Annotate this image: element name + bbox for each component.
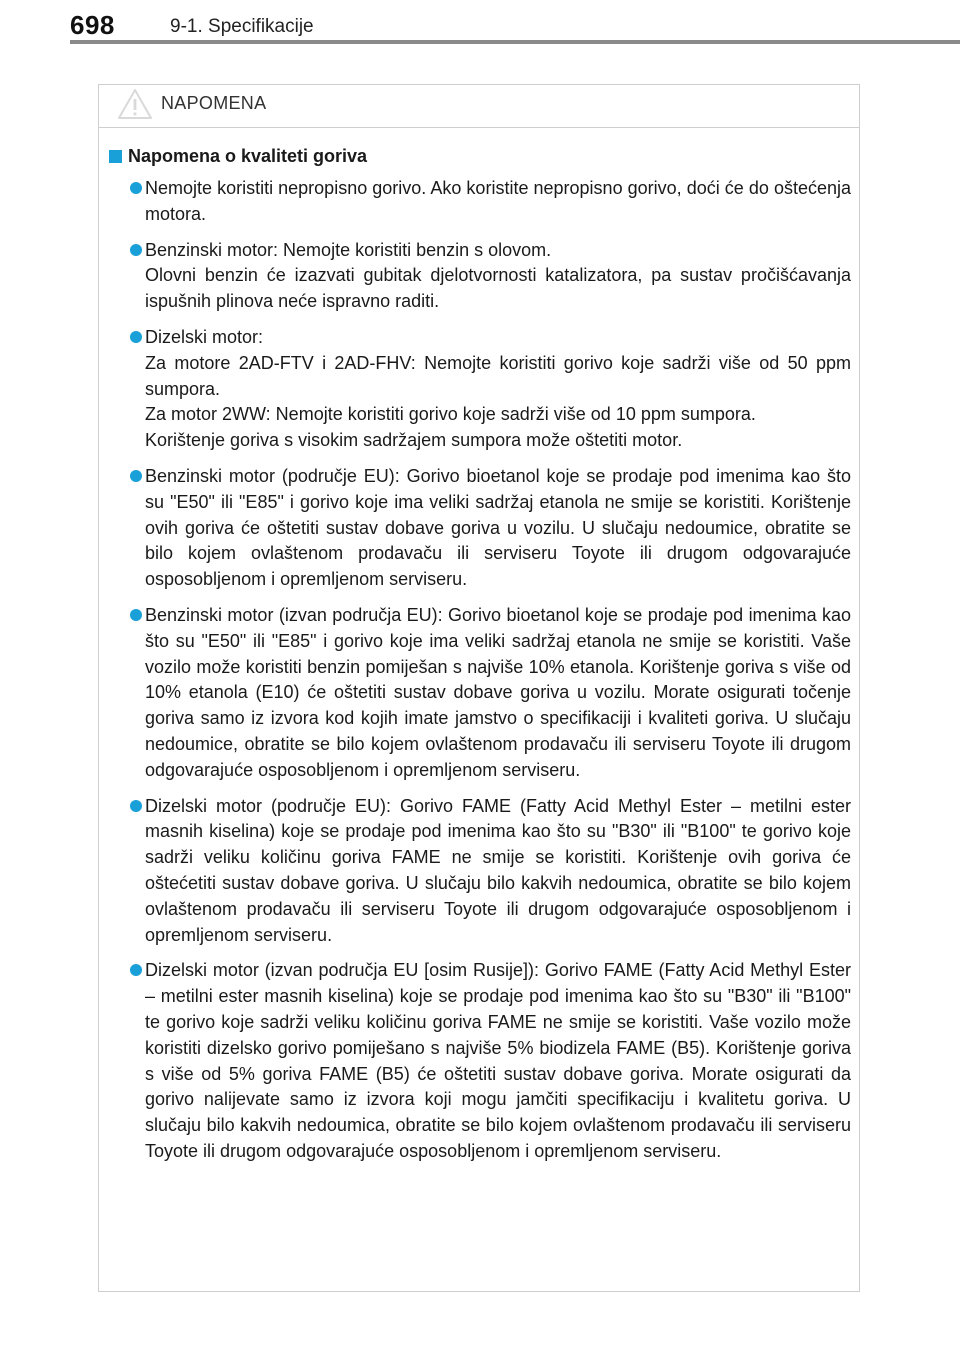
warning-triangle-icon bbox=[117, 88, 153, 120]
circle-bullet-icon bbox=[130, 609, 142, 621]
list-item bbox=[107, 238, 851, 315]
list-item bbox=[107, 958, 851, 1164]
item-paragraph: Benzinski motor (izvan područja EU): Gorivo bioetanol koje se prodaje pod imenima kao što su "E50" ili "E85" i gorivo koje ima veliki sadržaj etanola ne smije se koristiti. Vaše vozilo može koristiti benzin pomiješan s najviše 10% etanola. Korištenje goriva s više od 10% etanola (E10) će oštetiti sustav dobave goriva u vozilu. Morate osigurati točenje goriva samo iz izvora kod kojih imate jamstvo o specifikaciji i kvaliteti goriva. U slučaju nedoumice, obratite se bilo kojem ovlaštenom prodavaču ili serviseru Toyote ili drugom odgovarajuće osposobljenom i opremljenom serviseru. bbox=[145, 604, 851, 780]
circle-bullet-icon bbox=[130, 182, 142, 194]
item-paragraph: Nemojte koristiti nepropisno gorivo. Ako koristite nepropisno gorivo, doći će do oštećenja motora. bbox=[145, 178, 851, 224]
page-header bbox=[0, 0, 960, 44]
list-item bbox=[107, 464, 851, 593]
item-paragraph: Dizelski motor (područje EU): Gorivo FAME (Fatty Acid Methyl Ester – metilni ester masnih kiselina) koje se prodaje pod imenima kao što su "B30" ili "B100" te gorivo koje sadrži veliku količinu goriva FAME ne smije se koristiti. Korištenje ovih goriva će oštećetiti sustav dobave goriva. U slučaju bilo kakvih nedoumica, obratite se bilo kojem ovlaštenom prodavaču ili serviseru Toyote ili drugom odgovarajuće osposobljenom i opremljenom serviseru. bbox=[145, 795, 851, 945]
square-bullet-icon bbox=[109, 150, 122, 163]
item-paragraph: Dizelski motor (izvan područja EU [osim Rusije]): Gorivo FAME (Fatty Acid Methyl Ester – metilni ester masnih kiselina) koje se prodaje pod imenima kao što su "B30" ili "B100" te gorivo koje sadrži veliku količinu goriva FAME ne smije se koristiti. Vaše vozilo može koristiti dizelsko gorivo pomiješano s najviše 5% biodizela FAME (B5). Korištenje goriva s više od 5% goriva FAME (B5) će oštetiti sustav dobave goriva. Morate osigurati da gorivo nalijevate samo iz izvora koji mogu jamčiti specifikaciju i kvalitetu goriva. U slučaju bilo kakvih nedoumica, obratite se bilo kojem ovlaštenom prodavaču ili serviseru Toyote ili drugom odgovarajuće osposobljenom i opremljenom serviseru. bbox=[145, 960, 851, 1161]
subheading-text: Napomena o kvaliteti goriva bbox=[128, 146, 368, 166]
item-paragraph: Benzinski motor: Nemojte koristiti benzin s olovom. bbox=[145, 239, 552, 260]
item-paragraph: Olovni benzin će izazvati gubitak djelotvornosti katalizatora, pa sustav pročišćavanja ispušnih plinova neće ispravno raditi. bbox=[145, 265, 851, 312]
note-item-list bbox=[107, 176, 851, 1165]
item-paragraph: Korištenje goriva s visokim sadržajem sumpora može oštetiti motor. bbox=[145, 430, 683, 451]
note-subheading bbox=[107, 146, 851, 167]
circle-bullet-icon bbox=[130, 244, 142, 256]
list-item bbox=[107, 176, 851, 228]
header-rule bbox=[70, 40, 960, 44]
note-box bbox=[98, 84, 860, 1292]
note-header bbox=[99, 85, 859, 128]
item-paragraph: Benzinski motor (područje EU): Gorivo bioetanol koje se prodaje pod imenima kao što su "E50" ili "E85" i gorivo koje ima veliki sadržaj etanola ne smije se koristiti. Korištenje ovih goriva će oštetiti sustav dobave goriva u vozilu. U slučaju nedoumice, obratite se bilo kojem ovlaštenom prodavaču ili serviseru Toyote ili drugom odgovarajuće osposobljenom i opremljenom serviseru. bbox=[145, 465, 851, 590]
circle-bullet-icon bbox=[130, 331, 142, 343]
item-paragraph: Za motor 2WW: Nemojte koristiti gorivo koje sadrži više od 10 ppm sumpora. bbox=[145, 404, 756, 425]
circle-bullet-icon bbox=[130, 800, 142, 812]
list-item bbox=[107, 325, 851, 454]
item-paragraph: Dizelski motor: bbox=[145, 326, 264, 347]
circle-bullet-icon bbox=[130, 470, 142, 482]
note-body bbox=[99, 128, 859, 1165]
list-item bbox=[107, 603, 851, 784]
section-title: 9-1. Specifikacije bbox=[170, 16, 314, 37]
circle-bullet-icon bbox=[130, 964, 142, 976]
page-number: 698 bbox=[70, 10, 115, 40]
note-label: NAPOMENA bbox=[161, 93, 267, 113]
item-paragraph: Za motore 2AD-FTV i 2AD-FHV: Nemojte koristiti gorivo koje sadrži više od 50 ppm sumpora. bbox=[145, 352, 851, 399]
list-item bbox=[107, 794, 851, 949]
